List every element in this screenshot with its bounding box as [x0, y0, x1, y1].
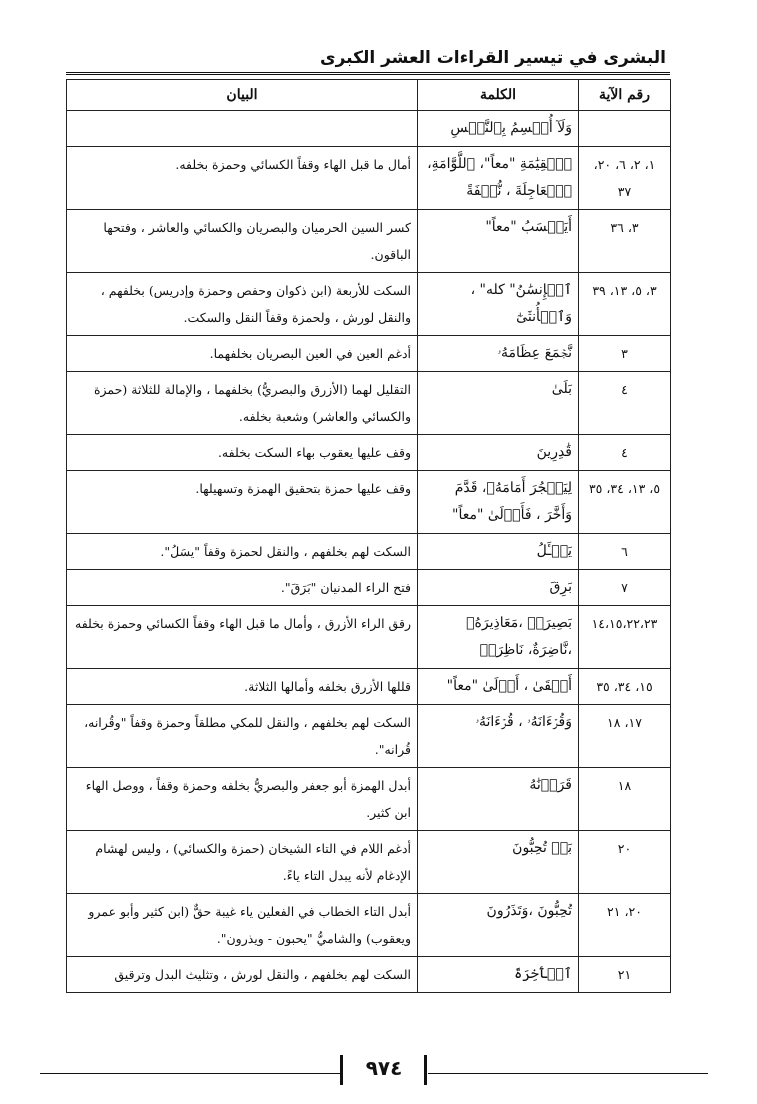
table-row	[67, 768, 671, 831]
footer-rule-left	[40, 1073, 340, 1074]
verse-number-cell: ١، ٢، ٦، ٢٠، ٣٧	[579, 147, 671, 210]
verse-number-cell: ٣، ٣٦	[579, 210, 671, 273]
page-header	[66, 48, 670, 75]
word-cell: ٱلۡإِنسَٰنُ" كله" ، وَٱلۡأُنثَىٰٓ	[418, 273, 579, 336]
table-row	[67, 435, 671, 471]
word-cell: ٱلۡقِيَٰمَةِ "معاً"، ٱللَّوَّامَةِ، ٱلۡعَاجِلَةَ ، نُّطۡفَةً	[418, 147, 579, 210]
explanation-cell: السكت لهم بخلفهم ، والنقل لحمزة وقفاً "يسَلُ".	[67, 534, 418, 570]
column-header-number: رقم الآية	[579, 80, 671, 111]
table-row	[67, 831, 671, 894]
verse-number-cell: ٤	[579, 372, 671, 435]
page-number: ٩٧٤	[365, 1056, 403, 1080]
explanation-cell: قللها الأزرق بخلفه وأمالها الثلاثة.	[67, 669, 418, 705]
footer-bar-right	[424, 1055, 427, 1085]
explanation-cell: السكت لهم بخلفهم ، والنقل للمكي مطلقاً وحمزة وقفاً "وقُرانه، قُرانه".	[67, 705, 418, 768]
word-cell: أَيَحۡسَبُ "معاً"	[418, 210, 579, 273]
explanation-cell: كسر السين الحرميان والبصريان والكسائي والعاشر ، وفتحها الباقون.	[67, 210, 418, 273]
table-row	[67, 336, 671, 372]
verse-number-cell: ٢٠	[579, 831, 671, 894]
word-cell: وَقُرۡءَانَهُۥ ، قُرۡءَانَهُۥ	[418, 705, 579, 768]
table-row	[67, 273, 671, 336]
verse-number-cell: ٣	[579, 336, 671, 372]
column-header-word: الكلمة	[418, 80, 579, 111]
explanation-cell: أمال ما قبل الهاء وقفاً الكسائي وحمزة بخلفه.	[67, 147, 418, 210]
footer-bar-left	[340, 1055, 343, 1085]
table-row	[67, 606, 671, 669]
verse-number-cell: ٧	[579, 570, 671, 606]
word-cell: يَسۡـَٔلُ	[418, 534, 579, 570]
word-cell: قَٰدِرِينَ	[418, 435, 579, 471]
word-cell: بَرِقَ	[418, 570, 579, 606]
table-row	[67, 111, 671, 147]
verse-number-cell: ٤	[579, 435, 671, 471]
explanation-cell: أبدل التاء الخطاب في الفعلين ياء غيبة حقٌّ (ابن كثير وأبو عمرو ويعقوب) والشاميُّ "يحبون - ويذرون".	[67, 894, 418, 957]
word-cell: ٱلۡأٓخِرَةَ	[418, 957, 579, 993]
explanation-cell: وقف عليها حمزة بتحقيق الهمزة وتسهيلها.	[67, 471, 418, 534]
table-row	[67, 669, 671, 705]
table-row	[67, 570, 671, 606]
word-cell: أَلۡقَىٰ ، أَوۡلَىٰ "معاً"	[418, 669, 579, 705]
readings-table	[66, 79, 671, 993]
word-cell: بَلۡ تُحِبُّونَ	[418, 831, 579, 894]
verse-number-cell: ١٨	[579, 768, 671, 831]
explanation-cell: أدغم العين في العين البصريان بخلفهما.	[67, 336, 418, 372]
footer-rule-right	[428, 1073, 708, 1074]
table-row	[67, 957, 671, 993]
verse-number-cell: ٥، ١٣، ٣٤، ٣٥	[579, 471, 671, 534]
word-cell: بَلَىٰ	[418, 372, 579, 435]
table-row	[67, 894, 671, 957]
verse-number-cell: ١٥، ٣٤، ٣٥	[579, 669, 671, 705]
word-cell: نَّجۡمَعَ عِظَامَهُۥ	[418, 336, 579, 372]
table-header-row	[67, 80, 671, 111]
word-cell: بَصِيرَةٞ ،مَعَاذِيرَهُۥ ،نَّاضِرَةٌ، نَاظِرَةٞ	[418, 606, 579, 669]
word-cell: وَلَآ أُقۡسِمُ بِٱلنَّفۡسِ	[418, 111, 579, 147]
explanation-cell: التقليل لهما (الأزرق والبصريُّ) بخلفهما ، والإمالة للثلاثة (حمزة والكسائي والعاشر) وشعبة بخلفه.	[67, 372, 418, 435]
table-row	[67, 210, 671, 273]
word-cell: لِيَفۡجُرَ أَمَامَهُۥ، قَدَّمَ وَأَخَّرَ ، فَأَوۡلَىٰ "معاً"	[418, 471, 579, 534]
word-cell: تُحِبُّونَ ،وَتَذَرُونَ	[418, 894, 579, 957]
verse-number-cell: ١٧، ١٨	[579, 705, 671, 768]
explanation-cell: أبدل الهمزة أبو جعفر والبصريُّ بخلفه وحمزة وقفاً ، ووصل الهاء ابن كثير.	[67, 768, 418, 831]
explanation-cell	[67, 111, 418, 147]
word-cell: قَرَأۡنَٰهُ	[418, 768, 579, 831]
explanation-cell: السكت لهم بخلفهم ، والنقل لورش ، وتثليث البدل وترقيق	[67, 957, 418, 993]
table-row	[67, 471, 671, 534]
explanation-cell: فتح الراء المدنيان "بَرَقَ".	[67, 570, 418, 606]
explanation-cell: السكت للأربعة (ابن ذكوان وحفص وحمزة وإدريس) بخلفهم ، والنقل لورش ، ولحمزة وقفاً النقل والسكت.	[67, 273, 418, 336]
table-row	[67, 705, 671, 768]
verse-number-cell: ٢٠، ٢١	[579, 894, 671, 957]
table-row	[67, 372, 671, 435]
explanation-cell: رقق الراء الأزرق ، وأمال ما قبل الهاء وقفاً الكسائي وحمزة بخلفه	[67, 606, 418, 669]
verse-number-cell: ٣، ٥، ١٣، ٣٩	[579, 273, 671, 336]
verse-number-cell: ١٤،١٥،٢٢،٢٣	[579, 606, 671, 669]
verse-number-cell: ٦	[579, 534, 671, 570]
verse-number-cell	[579, 111, 671, 147]
book-title: البشرى في تيسير القراءات العشر الكبرى	[320, 48, 666, 68]
table-row	[67, 534, 671, 570]
explanation-cell: أدغم اللام في التاء الشيخان (حمزة والكسائي) ، وليس لهشام الإدغام لأنه يبدل التاء ياءً.	[67, 831, 418, 894]
verse-number-cell: ٢١	[579, 957, 671, 993]
table-row	[67, 147, 671, 210]
column-header-explanation: البيان	[67, 80, 418, 111]
explanation-cell: وقف عليها يعقوب بهاء السكت بخلفه.	[67, 435, 418, 471]
